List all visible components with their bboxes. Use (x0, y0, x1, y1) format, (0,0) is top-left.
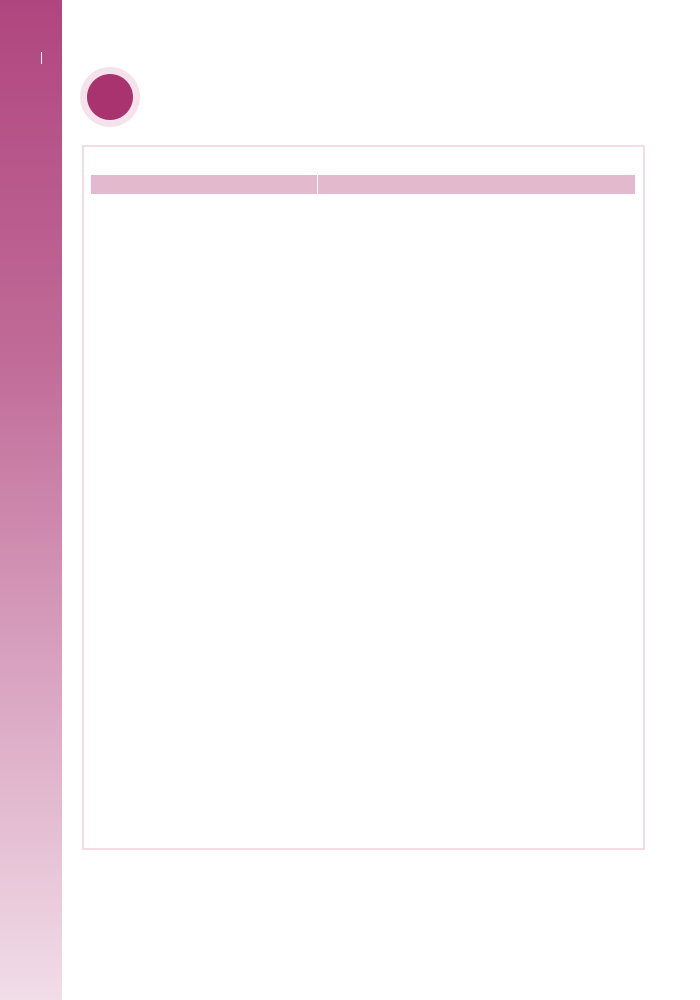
table1-header-row (91, 175, 635, 194)
table2-developments-row (91, 504, 635, 650)
table1-header-period (91, 175, 317, 194)
table2-methods-row (91, 710, 635, 846)
page-number-divider (41, 52, 42, 64)
page-sidebar (0, 0, 62, 1000)
table1-header-proposals (318, 175, 635, 194)
table2-eras-row (91, 651, 635, 709)
chapter-number (87, 74, 133, 120)
table1 (90, 174, 636, 195)
table2 (90, 503, 636, 847)
chapter-badge (80, 67, 140, 127)
